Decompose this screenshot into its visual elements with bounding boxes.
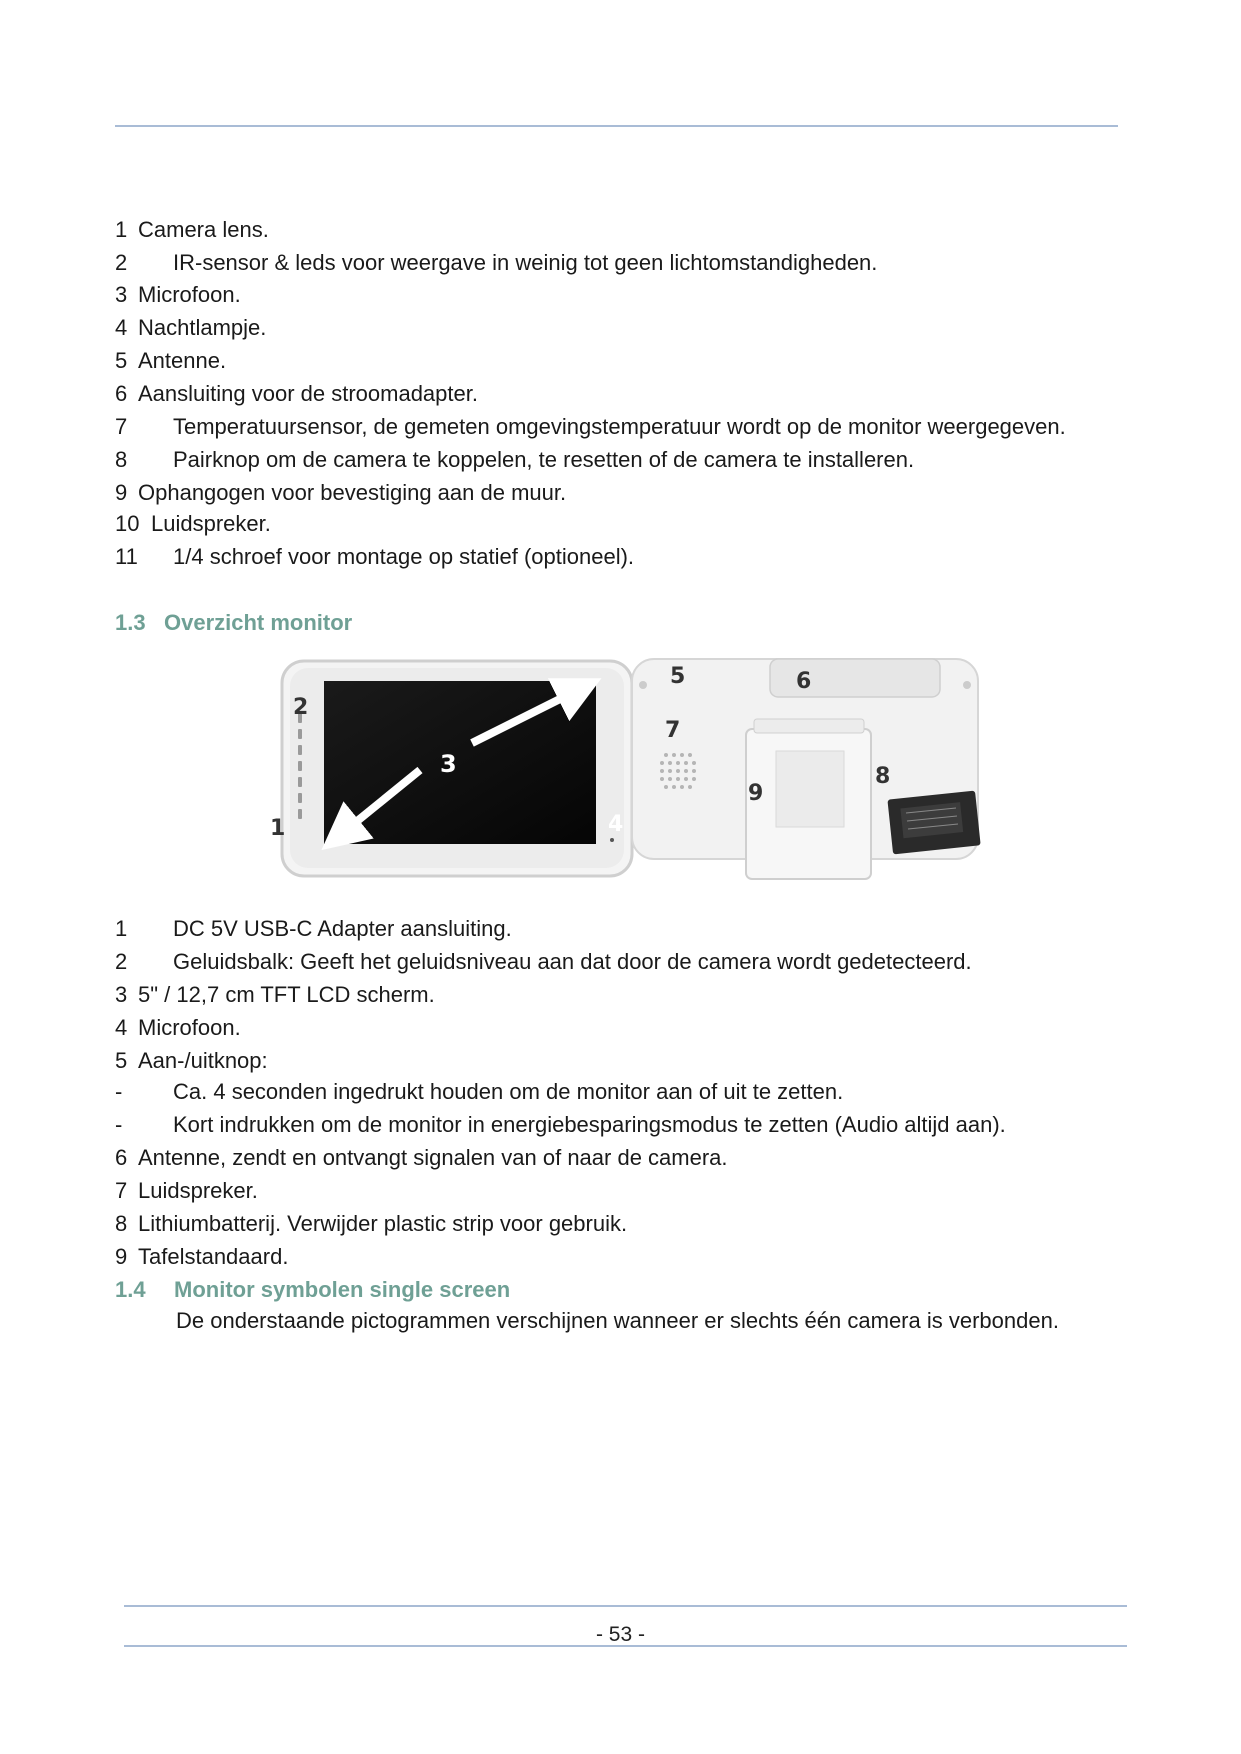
item-text: 5" / 12,7 cm TFT LCD scherm. [138, 982, 435, 1007]
item-text: Pairknop om de camera te koppelen, te resetten of de camera te installeren. [173, 447, 915, 472]
item-number: 9 [115, 480, 128, 505]
item-text: Luidspreker. [138, 1178, 258, 1203]
item-text: Aan-/uitknop: [138, 1048, 268, 1073]
header-rule [115, 125, 1118, 127]
item-number: 9 [115, 1244, 128, 1269]
item-number: 4 [115, 315, 128, 340]
item-number: 2 [115, 250, 128, 275]
item-number: 1 [115, 916, 128, 941]
item-number: 7 [115, 414, 128, 439]
monitor-front [282, 661, 632, 876]
item-text: Luidspreker. [151, 511, 271, 536]
battery [887, 791, 980, 855]
item-number: 1 [115, 217, 128, 242]
item-number: 6 [115, 381, 128, 406]
section-title: Monitor symbolen single screen [174, 1277, 511, 1302]
figure-label: 4 [608, 812, 624, 837]
item-number: 8 [115, 447, 128, 472]
microphone-dot [610, 838, 614, 842]
figure-label: 6 [796, 669, 812, 694]
item-text: Ophangogen voor bevestiging aan de muur. [138, 480, 567, 505]
item-number: 11 [115, 544, 138, 569]
section-title: Overzicht monitor [164, 610, 353, 635]
item-number: 5 [115, 348, 128, 373]
item-text: Microfoon. [138, 1015, 241, 1040]
item-number: - [115, 1112, 123, 1137]
item-text: Kort indrukken om de monitor in energiebesparingsmodus te zetten (Audio altijd aan). [173, 1112, 1006, 1137]
item-number: 2 [115, 949, 128, 974]
item-text: IR-sensor & leds voor weergave in weinig tot geen lichtomstandigheden. [173, 250, 878, 275]
item-text: DC 5V USB-C Adapter aansluiting. [173, 916, 512, 941]
monitor-overview-image [270, 655, 990, 880]
item-text: Antenne. [138, 348, 227, 373]
figure-label: 9 [748, 781, 764, 806]
item-number: 3 [115, 982, 128, 1007]
section-number: 1.3 [115, 610, 146, 635]
figure-label: 5 [670, 664, 686, 689]
item-number: 5 [115, 1048, 128, 1073]
item-text: Microfoon. [138, 282, 241, 307]
item-text: Lithiumbatterij. Verwijder plastic strip voor gebruik. [138, 1211, 628, 1236]
item-text: Tafelstandaard. [138, 1244, 289, 1269]
section-number: 1.4 [115, 1277, 146, 1302]
paragraph-text: De onderstaande pictogrammen verschijnen wanneer er slechts één camera is verbonden. [176, 1308, 1059, 1333]
item-text: Ca. 4 seconden ingedrukt houden om de monitor aan of uit te zetten. [173, 1079, 844, 1104]
item-number: - [115, 1079, 123, 1104]
item-text: 1/4 schroef voor montage op statief (optioneel). [173, 544, 635, 569]
figure-label: 8 [875, 764, 891, 789]
item-text: Antenne, zendt en ontvangt signalen van of naar de camera. [138, 1145, 728, 1170]
item-number: 3 [115, 282, 128, 307]
section-paragraph [176, 1306, 1059, 1336]
item-text: Camera lens. [138, 217, 269, 242]
item-number: 6 [115, 1145, 128, 1170]
item-text: Aansluiting voor de stroomadapter. [138, 381, 478, 406]
item-number: 7 [115, 1178, 128, 1203]
figure-label: 3 [440, 750, 457, 778]
page-number: - 53 - [595, 1623, 645, 1646]
figure-label: 2 [293, 695, 309, 720]
item-number: 10 [115, 511, 140, 536]
figure-label: 1 [270, 816, 286, 841]
item-text: Geluidsbalk: Geeft het geluidsniveau aan dat door de camera wordt gedetecteerd. [173, 949, 972, 974]
figure-label: 7 [665, 718, 681, 743]
item-text: Nachtlampje. [138, 315, 267, 340]
footer-rule-bottom [124, 1645, 1127, 1647]
footer-rule-top [124, 1605, 1127, 1607]
item-number: 8 [115, 1211, 128, 1236]
item-text: Temperatuursensor, de gemeten omgevingstemperatuur wordt op de monitor weergegeven. [173, 414, 1066, 439]
item-number: 4 [115, 1015, 128, 1040]
